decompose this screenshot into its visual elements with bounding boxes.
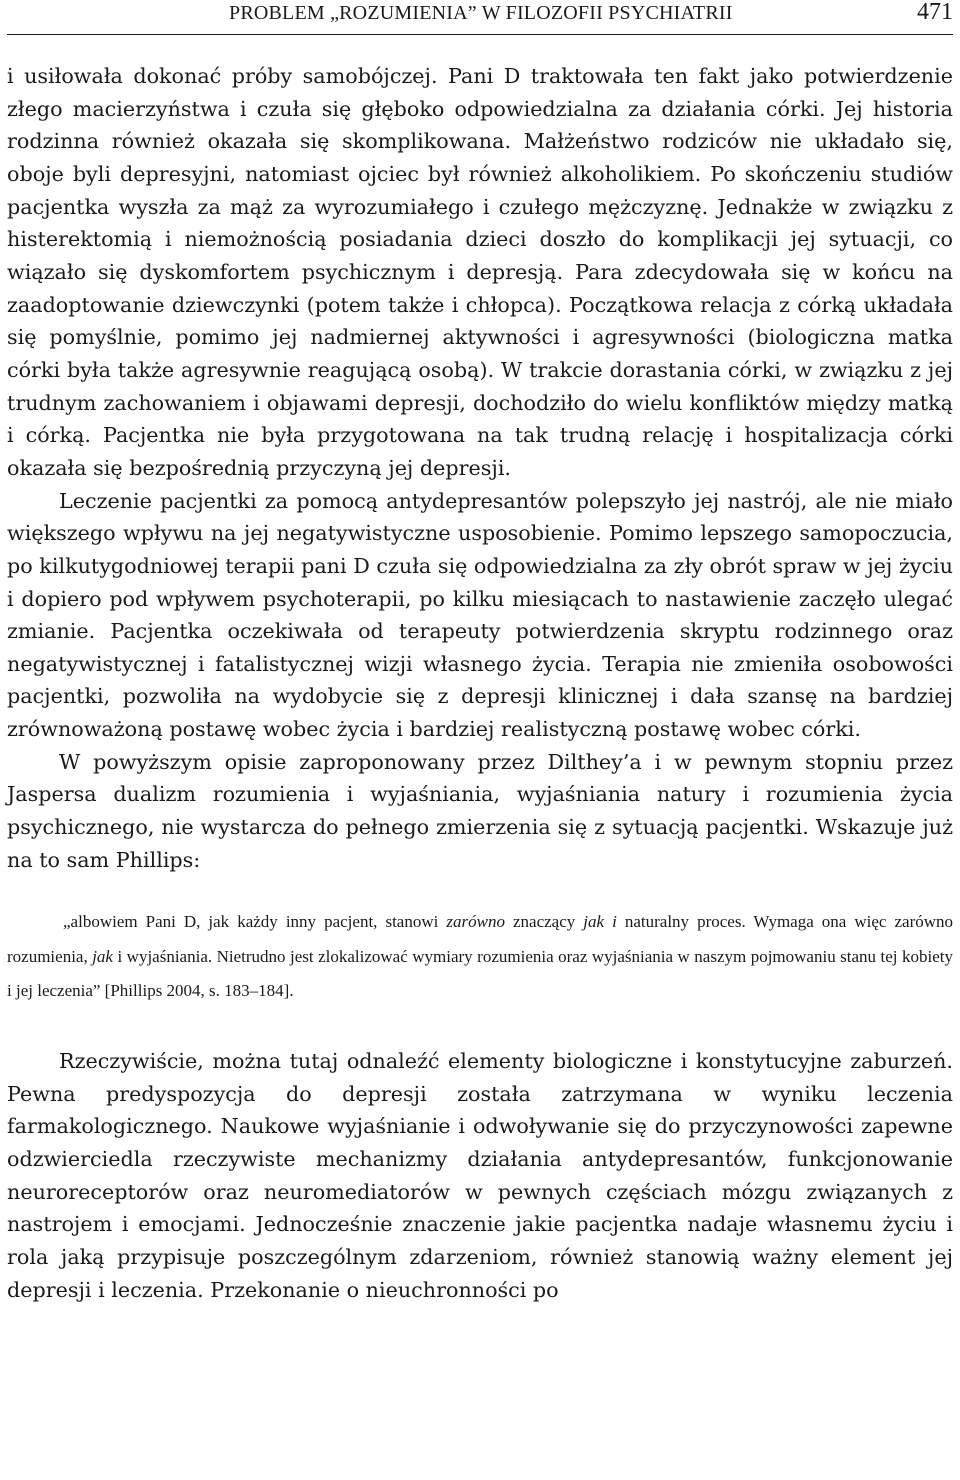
quote-text-3: naturalny proces. Wymaga ona więc zarówno rozumienia,: [7, 912, 954, 966]
paragraph-3: W powyższym opisie zaproponowany przez Dilthey’a i w pewnym stopniu przez Jaspersa dualizm rozumienia i wyjaśniania, wyjaśniania natury i rozumienia życia psychicznego, nie wystarcza do pełnego zmierzenia się z sytuacją pacjentki. Wskazuje już na to sam Phillips:: [7, 749, 953, 872]
quote-emphasis-1: zarówno: [446, 912, 505, 932]
running-head-title: PROBLEM „ROZUMIENIA” W FILOZOFII PSYCHIATRII: [229, 2, 733, 24]
block-quote: [7, 905, 953, 1008]
paragraph-2: Leczenie pacjentki za pomocą antydepresantów polepszyło jej nastrój, ale nie miało większego wpływu na jej negatywistyczne usposobienie. Pomimo lepszego samopoczucia, po kilkutygodniowej terapii pani D czuła się odpowiedzialna za zły obrót spraw w jej życiu i dopiero pod wpływem psychoterapii, po kilku miesiącach to nastawienie zaczęło ulegać zmianie. Pacjentka oczekiwała od terapeuty potwierdzenia skryptu rodzinnego oraz negatywistycznej i fatalistycznej wizji własnego życia. Terapia nie zmieniła osobowości pacjentki, pozwoliła na wydobycie się z depresji klinicznej i dała szansę na bardziej zrównoważoną postawę wobec życia i bardziej realistyczną postawę wobec córki.: [7, 488, 953, 742]
document-page: [7, 0, 953, 1306]
paragraph-4: Rzeczywiście, można tutaj odnaleźć elementy biologiczne i konstytucyjne zaburzeń. Pewna predyspozycja do depresji została zatrzymana w wyniku leczenia farmakologicznego. Naukowe wyjaśnianie i odwoływanie się do przyczynowości zapewne odzwierciedla rzeczywiste mechanizmy działania antydepresantów, funkcjonowanie neuroreceptorów oraz neuromediatorów w pewnych częściach mózgu związanych z nastrojem i emocjami. Jednocześnie znaczenie jakie pacjentka nadaje własnemu życiu i rola jaką przypisuje poszczególnym zdarzeniom, również stanowią ważny element jej depresji i leczenia. Przekonanie o nieuchronności po: [7, 1049, 953, 1302]
quote-emphasis-2: jak i: [583, 912, 617, 932]
paragraph-1: i usiłowała dokonać próby samobójczej. Pani D traktowała ten fakt jako potwierdzenie złego macierzyństwa i czuła się głęboko odpowiedzialna za działania córki. Jej historia rodzinna również okazała się skomplikowana. Małżeństwo rodziców nie układało się, oboje byli depresyjni, natomiast ojciec był również alkoholikiem. Po skończeniu studiów pacjentka wyszła za mąż za wyrozumiałego i czułego mężczyznę. Jednakże w związku z histerektomią i niemożnością posiadania dzieci doszło do komplikacji jej sytuacji, co wiązało się dyskomfortem psychicznym i depresją. Para zdecydowała się w końcu na zaadoptowanie dziewczynki (potem także i chłopca). Początkowa relacja z córką układała się pomyślnie, pomimo jej nadmiernej aktywności i agresywności (biologiczna matka córki była także agresywnie reagującą osobą). W trakcie dorastania córki, w związku z jej trudnym zachowaniem i objawami depresji, dochodziło do wielu konfliktów między matką i córką. Pacjentka nie była przygotowana na tak trudną relację i hospitalizacja córki okazała się bezpośrednią przyczyną jej depresji.: [7, 64, 953, 480]
quote-text-1: „albowiem Pani D, jak każdy inny pacjent, stanowi: [63, 912, 447, 932]
running-head: [7, 0, 953, 35]
page-number: 471: [917, 0, 953, 25]
quote-text-4: i wyjaśniania. Nietrudno jest zlokalizować wymiary rozumienia oraz wyjaśniania w naszym pojmowaniu stanu tej kobiety i jej leczenia” [Phillips 2004, s. 183–184].: [7, 946, 954, 1000]
quote-emphasis-3: jak: [92, 946, 113, 966]
quote-text-2: znaczący: [504, 912, 584, 932]
